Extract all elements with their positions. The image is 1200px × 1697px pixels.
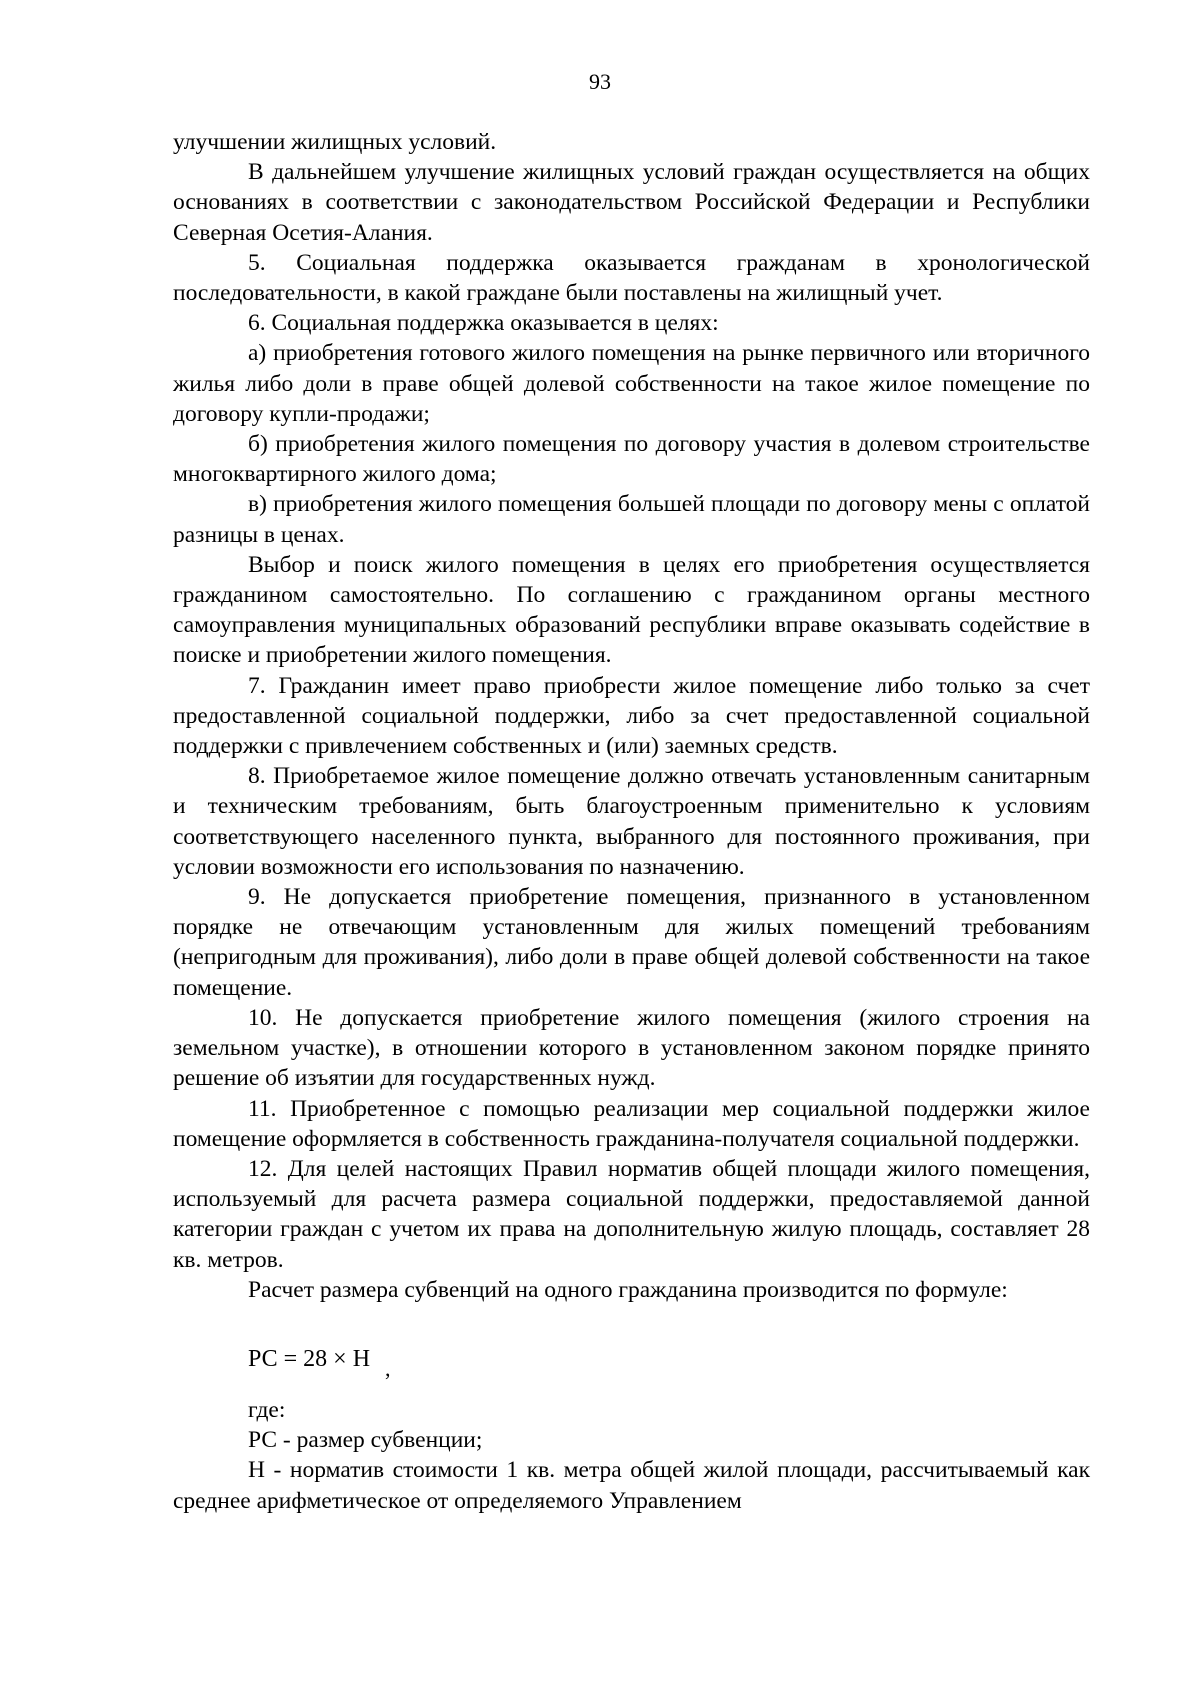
paragraph-definition-n: Н - норматив стоимости 1 кв. метра общей жилой площади, рассчитываемый как среднее арифметическое от определяемого Управлением	[173, 1457, 1090, 1514]
document-body	[173, 127, 1090, 1516]
formula-expression: РС = 28 × Н	[248, 1345, 371, 1372]
formula	[248, 1339, 1090, 1395]
paragraph: 9. Не допускается приобретение помещения, признанного в установленном порядке не отвечающим установленным для жилых помещений требованиям (непригодным для проживания), либо доли в праве общей долевой собственности на такое помещение.	[173, 884, 1090, 1001]
page-number: 93	[589, 69, 611, 94]
paragraph: 5. Социальная поддержка оказывается гражданам в хронологической последовательности, в какой граждане были поставлены на жилищный учет.	[173, 249, 1090, 307]
formula-trailing-comma: ,	[385, 1355, 391, 1381]
paragraph: 11. Приобретенное с помощью реализации мер социальной поддержки жилое помещение оформляется в собственность гражданина-получателя социальной поддержки.	[173, 1095, 1090, 1152]
definitions	[248, 1395, 1090, 1455]
definition-rs: РС - размер субвенции;	[248, 1427, 483, 1454]
paragraph: 6. Социальная поддержка оказывается в целях:	[248, 310, 719, 337]
paragraph: улучшении жилищных условий.	[173, 129, 497, 155]
paragraph: Расчет размера субвенций на одного гражданина производится по формуле:	[248, 1276, 1008, 1303]
paragraph: 7. Гражданин имеет право приобрести жилое помещение либо только за счет предоставленной социальной поддержки, либо за счет предоставленной социальной поддержки с привлечением собственных и (или) заемных средств.	[173, 672, 1090, 760]
paragraph: 8. Приобретаемое жилое помещение должно отвечать установленным санитарным и техническим требованиям, быть благоустроенным применительно к условиям соответствующего населенного пункта, выбранного для постоянного проживания, при условии возможности его использования по назначению.	[173, 763, 1090, 880]
paragraph: В дальнейшем улучшение жилищных условий граждан осуществляется на общих основаниях в соответствии с законодательством Российской Федерации и Республики Северная Осетия-Алания.	[173, 159, 1090, 246]
paragraph: б) приобретения жилого помещения по договору участия в долевом строительстве многоквартирного жилого дома;	[173, 431, 1090, 488]
paragraph: 12. Для целей настоящих Правил норматив общей площади жилого помещения, используемый для расчета размера социальной поддержки, предоставляемой данной категории граждан с учетом их права на дополнительную жилую площадь, составляет 28 кв. метров.	[173, 1155, 1090, 1273]
definition-where: где:	[248, 1396, 286, 1423]
paragraph: 10. Не допускается приобретение жилого помещения (жилого строения на земельном участке), в отношении которого в установленном законом порядке принято решение об изъятии для государственных нужд.	[173, 1004, 1090, 1092]
paragraph: Выбор и поиск жилого помещения в целях его приобретения осуществляется гражданином самостоятельно. По соглашению с гражданином органы местного самоуправления муниципальных образований республики вправе оказывать содействие в поиске и приобретении жилого помещения.	[173, 551, 1090, 669]
paragraph: в) приобретения жилого помещения большей площади по договору мены с оплатой разницы в ценах.	[173, 491, 1090, 548]
paragraph: а) приобретения готового жилого помещения на рынке первичного или вторичного жилья либо доли в праве общей долевой собственности на такое жилое помещение по договору купли-продажи;	[173, 340, 1090, 427]
